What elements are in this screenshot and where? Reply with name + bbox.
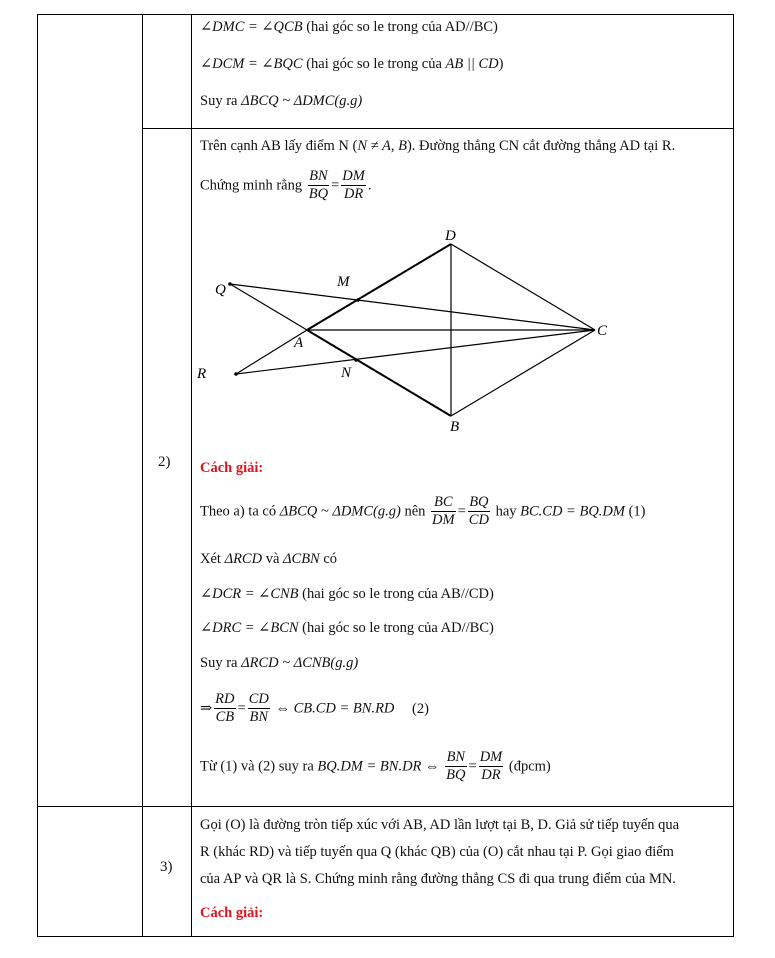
period: . (367, 177, 372, 194)
fraction (248, 691, 270, 726)
segment-RC (236, 330, 595, 374)
fraction (445, 749, 466, 784)
equation: BC.CD = BQ.DM (520, 503, 625, 520)
label-R: R (197, 366, 207, 382)
numerator: CD (248, 691, 269, 707)
prove-text: Chứng minh rằng (200, 177, 303, 194)
fraction (431, 494, 456, 529)
label-N: N (341, 365, 352, 381)
table-row-divider-1 (142, 128, 734, 129)
eq-number: (1) (628, 503, 646, 520)
numerator: BN (446, 749, 466, 765)
row2-step7: Từ (1) và (2) suy ra BQ.DM = BN.DR ⇔ $\frac{BN}{BQ}$ = $\frac{DM}{DR}$ (đpcm) (200, 749, 551, 783)
similarity: ΔRCD ~ ΔCNB(g.g) (241, 655, 359, 671)
row2-step3 (200, 585, 494, 603)
row1-line3 (200, 92, 362, 110)
row2-step1: Theo a) ta có ΔBCQ ~ ΔDMC(g.g) nên $\frac{BC}{DM}$ = $\frac{BQ}{CD}$ hay BC.CD = BQ.DM (1) (200, 494, 646, 528)
row2-problem (200, 137, 675, 155)
row2-step2 (200, 550, 337, 568)
row2-step4 (200, 619, 494, 637)
text: nên (404, 503, 426, 520)
row2-step6: ⇒ $\frac{RD}{CB}$ = $\frac{CD}{BN}$ ⇔ CB.CD = BN.RD (2) (200, 691, 429, 725)
segment-AD (307, 244, 451, 330)
label-D: D (445, 228, 456, 244)
eq-number: (2) (412, 700, 429, 717)
segment-QC (230, 284, 595, 330)
triangle: ΔCBN (283, 551, 320, 567)
numerator: BQ (469, 494, 489, 510)
table-col-divider-1 (142, 14, 143, 937)
row3-solution-label: Cách giải: (200, 905, 264, 921)
problem-text: Trên cạnh AB lấy điểm N ( (200, 138, 358, 154)
text: Suy ra (200, 93, 238, 109)
fraction (214, 691, 235, 726)
table-border-bottom (37, 936, 734, 937)
similarity: ΔBCQ ~ ΔDMC(g.g) (279, 503, 401, 520)
segment-QA (230, 284, 307, 330)
segment-DC (451, 244, 595, 330)
geometry-figure (192, 220, 632, 440)
denominator: CB (215, 709, 235, 725)
segment-AB (307, 330, 451, 416)
angle-equation: ∠DRC = ∠BCN (200, 620, 299, 636)
label-M: M (337, 274, 350, 290)
fraction (468, 494, 490, 529)
similarity: ΔBCQ ~ ΔDMC(g.g) (241, 93, 363, 109)
row3-problem-line2: R (khác RD) và tiếp tuyến qua Q (khác QB) của (O) cắt nhau tại P. Gọi giao điểm (200, 844, 674, 860)
qed: (đpcm) (508, 758, 551, 775)
angle-equation: ∠DMC = ∠QCB (200, 19, 303, 35)
denominator: DM (432, 512, 455, 528)
denominator: DR (481, 767, 501, 783)
triangle: ΔRCD (224, 551, 263, 567)
note: (hai góc so le trong của (306, 56, 442, 72)
point-N (354, 358, 358, 362)
fraction (341, 168, 366, 203)
denominator: BQ (308, 186, 329, 202)
text: và (265, 551, 280, 567)
row3-problem-line1: Gọi (O) là đường tròn tiếp xúc với AB, AD lần lượt tại B, D. Giả sử tiếp tuyến qua (200, 817, 680, 833)
numerator: DM (342, 168, 365, 184)
point-R (234, 372, 238, 376)
note: (hai góc so le trong của AD//BC) (302, 620, 494, 636)
text: Xét (200, 551, 221, 567)
numerator: DM (479, 749, 503, 765)
row3-problem-line3: của AP và QR là S. Chứng minh rằng đường thẳng CS đi qua trung điểm của MN. (200, 871, 676, 887)
label-C: C (597, 323, 608, 339)
denominator: BN (249, 709, 269, 725)
fraction (479, 749, 504, 784)
row1-line1 (200, 18, 498, 36)
table-border-right (733, 14, 734, 937)
point-M (356, 298, 360, 302)
denominator: DR (343, 186, 364, 202)
row2-solution-label: Cách giải: (200, 460, 264, 476)
angle-equation: ∠DCM = ∠BQC (200, 56, 303, 72)
condition: N ≠ A, B (357, 138, 407, 154)
parallel-expression: AB || CD (445, 56, 499, 72)
row2-prove: Chứng minh rằng $\frac{BN}{BQ}$ = $\frac{DM}{DR}$ . (200, 168, 372, 202)
table-border-left (37, 14, 38, 937)
note: (hai góc so le trong của AD//BC) (306, 19, 498, 35)
text: Từ (1) và (2) suy ra (200, 758, 314, 775)
label-Q: Q (215, 282, 226, 298)
note: (hai góc so le trong của AB//CD) (302, 586, 494, 602)
equation: ⇔ CB.CD = BN.RD (275, 700, 395, 717)
label-A: A (294, 335, 304, 351)
label-B: B (450, 419, 460, 435)
text: có (323, 551, 338, 567)
note-close: ) (498, 56, 504, 72)
table-row-divider-2 (37, 806, 734, 807)
text: hay (495, 503, 517, 520)
row3-number: 3) (160, 859, 173, 875)
angle-equation: ∠DCR = ∠CNB (200, 586, 299, 602)
text: Suy ra (200, 655, 238, 671)
text: Theo a) ta có (200, 503, 277, 520)
implies: ⇒ (200, 700, 213, 717)
denominator: BQ (446, 767, 466, 783)
row2-step5 (200, 654, 358, 672)
table-border-top (37, 14, 734, 15)
table-col-divider-2 (191, 14, 192, 937)
numerator: BC (431, 494, 456, 512)
equation: BQ.DM = BN.DR ⇔ (317, 758, 440, 775)
segment-BC (451, 330, 595, 416)
row2-number: 2) (158, 454, 171, 470)
numerator: RD (215, 691, 235, 707)
problem-text-end: ). Đường thẳng CN cắt đường thẳng AD tại R. (406, 138, 676, 154)
denominator: CD (468, 512, 489, 528)
numerator: BN (309, 168, 328, 184)
fraction (308, 168, 329, 203)
point-Q (228, 282, 232, 286)
row1-line2 (200, 55, 503, 73)
